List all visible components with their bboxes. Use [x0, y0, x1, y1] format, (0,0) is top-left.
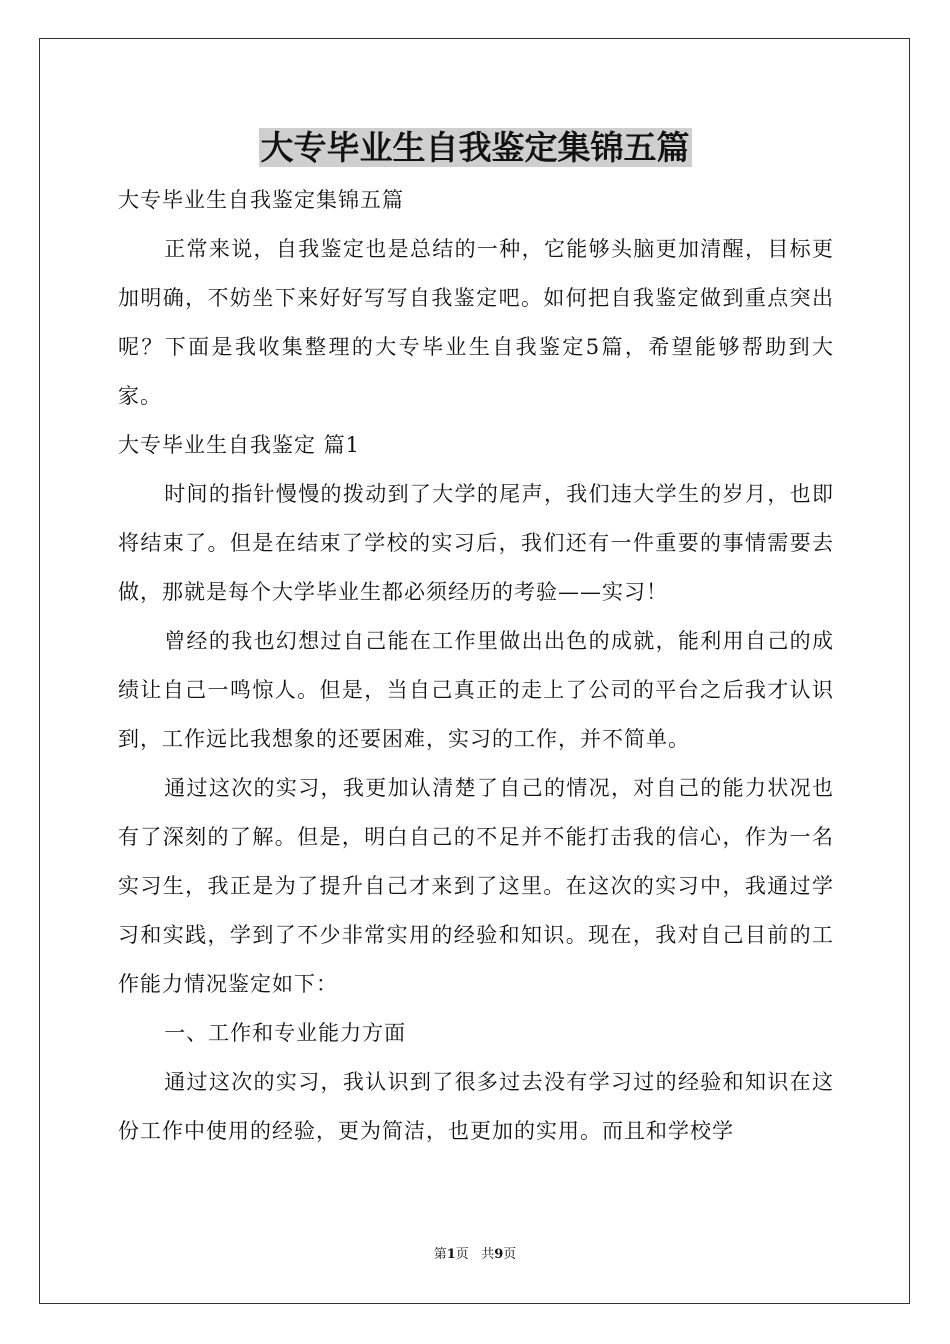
paragraph-body: 时间的指针慢慢的拨动到了大学的尾声，我们违大学生的岁月，也即将结束了。但是在结束了学校的实习后，我们还有一件重要的事情需要去做，那就是每个大学毕业生都必须经历的考验——实习！ — [118, 482, 834, 604]
paragraph-subtitle: 大专毕业生自我鉴定集锦五篇 — [118, 188, 404, 212]
page-mid: 页 共 — [455, 1247, 495, 1262]
page-footer — [0, 1246, 950, 1264]
paragraph-body: 曾经的我也幻想过自己能在工作里做出出色的成就，能利用自己的成绩让自己一鸣惊人。但是，当自己真正的走上了公司的平台之后我才认识到，工作远比我想象的还要困难，实习的工作，并不简单。 — [118, 629, 834, 751]
paragraph-body: 通过这次的实习，我认识到了很多过去没有学习过的经验和知识在这份工作中使用的经验，更为简洁，也更加的实用。而且和学校学 — [118, 1070, 834, 1143]
document-body — [118, 176, 834, 1156]
paragraph-intro: 正常来说，自我鉴定也是总结的一种，它能够头脑更加清醒，目标更加明确，不妨坐下来好好写写自我鉴定吧。如何把自我鉴定做到重点突出呢？下面是我收集整理的大专毕业生自我鉴定5篇，希望能够帮助到大家。 — [118, 237, 834, 408]
document-title-text: 大专毕业生自我鉴定集锦五篇 — [260, 128, 690, 167]
paragraph-subheading: 一、工作和专业能力方面 — [164, 1021, 407, 1045]
page-total-number: 9 — [494, 1247, 504, 1262]
paragraph-body: 通过这次的实习，我更加认清楚了自己的情况，对自己的能力状况也有了深刻的了解。但是，明白自己的不足并不能打击我的信心，作为一名实习生，我正是为了提升自己才来到了这里。在这次的实习中，我通过学习和实践，学到了不少非常实用的经验和知识。现在，我对自己目前的工作能力情况鉴定如下： — [118, 776, 834, 996]
page-prefix: 第 — [433, 1247, 447, 1262]
page-suffix: 页 — [503, 1247, 517, 1262]
document-title — [0, 126, 950, 170]
page-current-number: 1 — [446, 1247, 456, 1262]
paragraph-section-heading: 大专毕业生自我鉴定 篇1 — [118, 433, 361, 457]
